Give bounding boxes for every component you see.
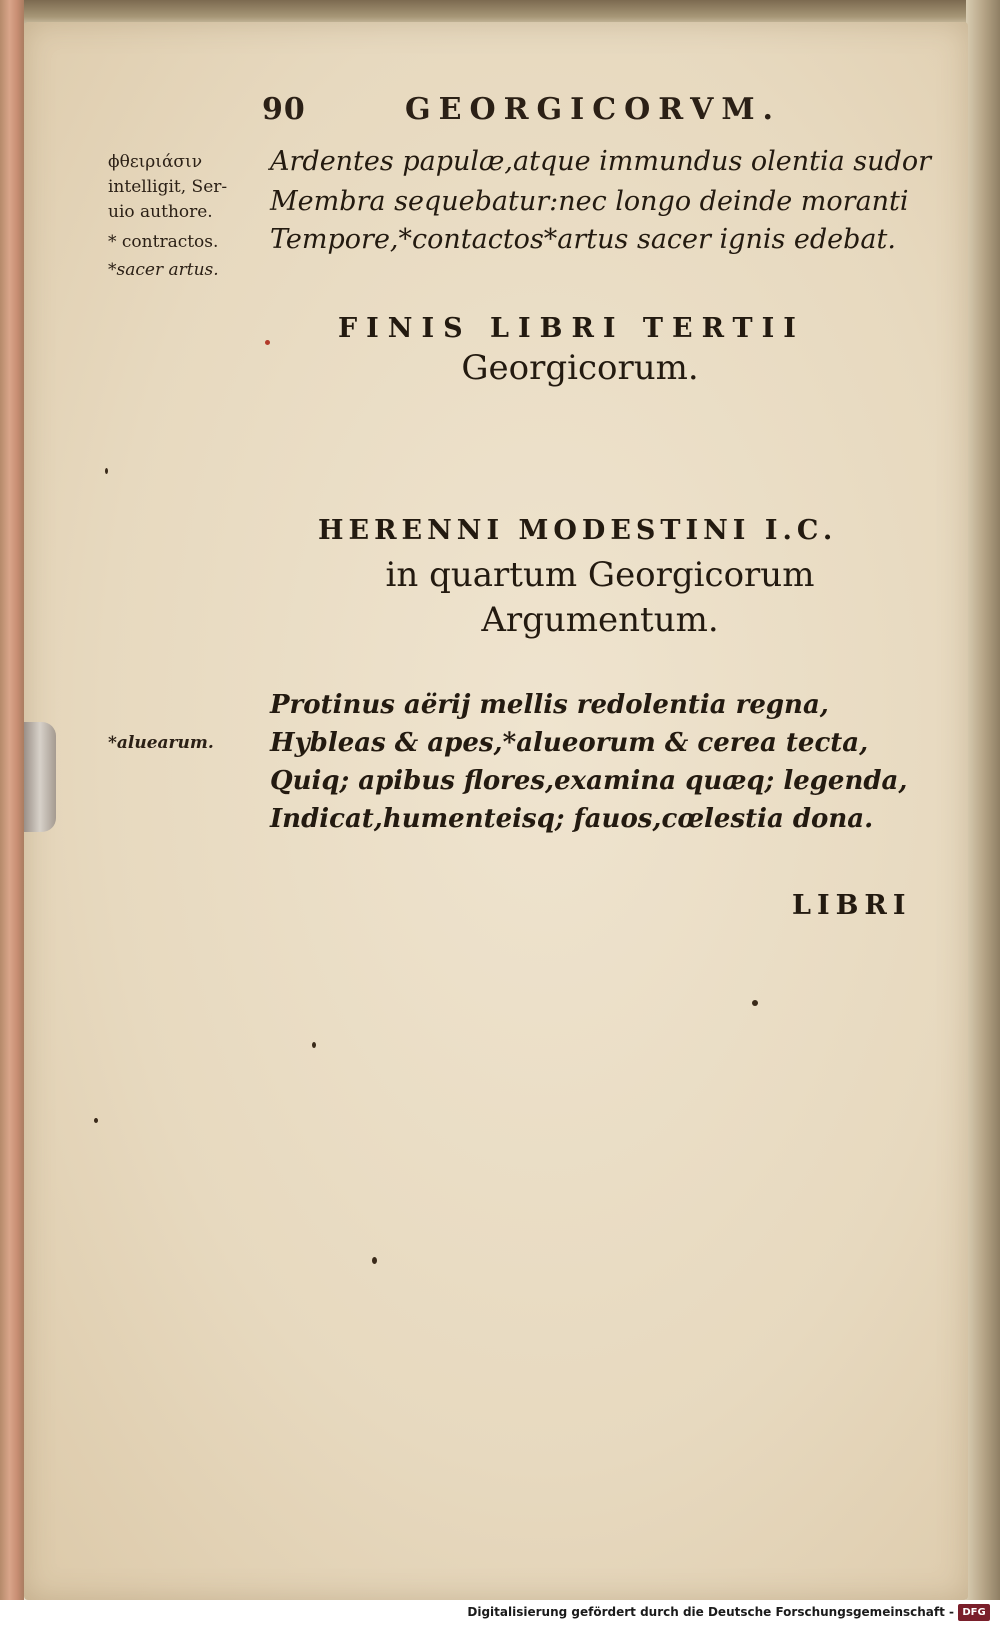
- margin-note-line: uio authore.: [108, 202, 213, 222]
- verse-line: Tempore,*contactos*artus sacer ignis edebat.: [270, 224, 896, 255]
- page-number: 90: [262, 92, 306, 127]
- page-header: [262, 92, 822, 132]
- margin-note-line: * contractos.: [108, 232, 219, 252]
- verse-line: Membra sequebatur:nec longo deinde moranti: [270, 186, 909, 217]
- ink-speck: [752, 1000, 758, 1006]
- book-left-edge: [0, 0, 24, 1600]
- argument-heading: HERENNI MODESTINI I.C.: [318, 515, 838, 546]
- ink-speck: [312, 1042, 316, 1048]
- finis-subheading: Georgicorum.: [461, 348, 699, 388]
- verse-line: Ardentes papulæ,atque immundus olentia sudor: [270, 146, 931, 177]
- finis-heading: FINIS LIBRI TERTII: [338, 313, 805, 344]
- book-right-edge: [966, 0, 1000, 1600]
- verse-line: Hybleas & apes,*alueorum & cerea tecta,: [270, 728, 869, 758]
- running-title: GEORGICORVM.: [405, 92, 782, 127]
- dfg-logo: DFG: [958, 1604, 990, 1621]
- verse-line: Protinus aërij mellis redolentia regna,: [270, 690, 829, 720]
- argument-title: Argumentum.: [481, 600, 719, 640]
- margin-note-line: *aluearum.: [108, 733, 214, 753]
- margin-note-line: ϕθειριάσιν: [108, 152, 203, 172]
- digitization-footer: [0, 1600, 1000, 1627]
- ink-speck: [372, 1257, 377, 1264]
- catchword: LIBRI: [792, 890, 912, 921]
- footer-credit: Digitalisierung gefördert durch die Deutsche Forschungsgemeinschaft -: [467, 1605, 954, 1619]
- page-clip: [24, 722, 56, 832]
- ink-speck: [265, 340, 270, 345]
- verse-line: Quiq; apibus flores,examina quæq; legenda,: [270, 766, 908, 796]
- argument-subheading: in quartum Georgicorum: [385, 555, 815, 595]
- margin-note-line: intelligit, Ser-: [108, 177, 228, 197]
- verse-line: Indicat,humenteisq; fauos,cœlestia dona.: [270, 804, 874, 834]
- ink-speck: [94, 1118, 98, 1123]
- margin-note-line: *sacer artus.: [108, 260, 219, 280]
- ink-speck: [105, 468, 108, 474]
